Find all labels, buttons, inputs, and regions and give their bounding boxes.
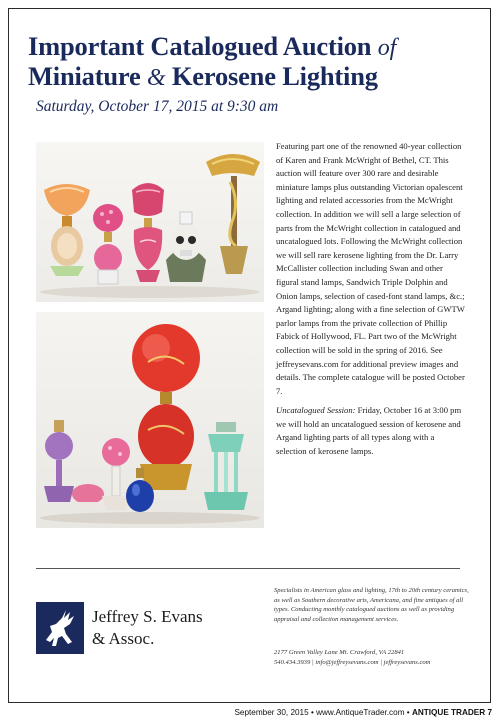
headline-line1-suffix: of	[377, 35, 397, 61]
headline-ampersand: &	[146, 65, 166, 91]
company-contact	[274, 648, 470, 667]
company-phone-email-web: 540.434.3939 | info@jeffreysevans.com | jeffreysevans.com	[274, 658, 431, 666]
footer-date-site: September 30, 2015 • www.AntiqueTrader.com •	[234, 708, 410, 717]
session-paragraph	[276, 404, 466, 458]
auction-date: Saturday, October 17, 2015 at 9:30 am	[36, 98, 279, 115]
headline-line-2	[28, 62, 478, 92]
kerosene-lamps-photo	[36, 312, 264, 528]
headline-line1-main: Important Catalogued Auction	[28, 31, 372, 61]
deer-logo-icon	[36, 602, 84, 654]
company-tagline: Specialists in American glass and lighting, 17th to 20th century ceramics, as well as Southern decorative arts, Americana, and fine antiques of all types. Conducting monthly catalogued auctions as well as providing appraisal and collection management services.	[274, 587, 469, 623]
company-name-line1: Jeffrey S. Evans	[92, 607, 203, 626]
headline-line2-a: Miniature	[28, 61, 141, 91]
description-paragraph: Featuring part one of the renowned 40-year collection of Karen and Frank McWright of Bethel, CT. This auction will feature over 300 rare and desirable miniature lamps plus outstanding Victorian opalescent lighting and related accessories from the McWright collection. In addition we will sell a large selection of parts from the McWright collection in catalogued and uncatalogued lots. Following the McWright collection we will sell rare kerosene lighting from the Dr. Larry McCallister collection including Swan and other figural stand lamps, Sandwich Triple Dolphin and Onion lamps, selection of cased-font stand lamps, &c.; Argand lighting; along with a fine selection of GWTW parlor lamps from the private collection of Phillip Fabick of Hollywood, FL. Part two of the McWright collection will be sold in the spring of 2016. See jeffreysevans.com for additional preview images and details. The complete catalogue will be posted October 7.	[276, 141, 465, 396]
headline-line2-b: Kerosene Lighting	[171, 61, 378, 91]
auction-headline	[28, 32, 478, 92]
page-footer	[234, 708, 492, 717]
company-address: 2177 Green Valley Lane Mt. Crawford, VA 22841	[274, 649, 405, 656]
session-label: Uncatalogued Session:	[276, 405, 356, 416]
footer-publication: ANTIQUE TRADER 7	[411, 708, 492, 717]
company-name	[92, 606, 203, 650]
headline-line-1	[28, 32, 478, 62]
company-name-line2: & Assoc.	[92, 629, 155, 648]
miniature-lamps-photo	[36, 142, 264, 302]
auction-description	[276, 140, 466, 465]
kerosene-lamps-illustration	[36, 312, 264, 528]
footer-divider	[36, 568, 460, 569]
session-text: Friday, October 16 at 3:00 pm we will hold an uncatalogued session of kerosene and Argand lighting parts of all types along with a selection of kerosene lamps.	[276, 405, 462, 457]
miniature-lamps-illustration	[36, 142, 264, 302]
